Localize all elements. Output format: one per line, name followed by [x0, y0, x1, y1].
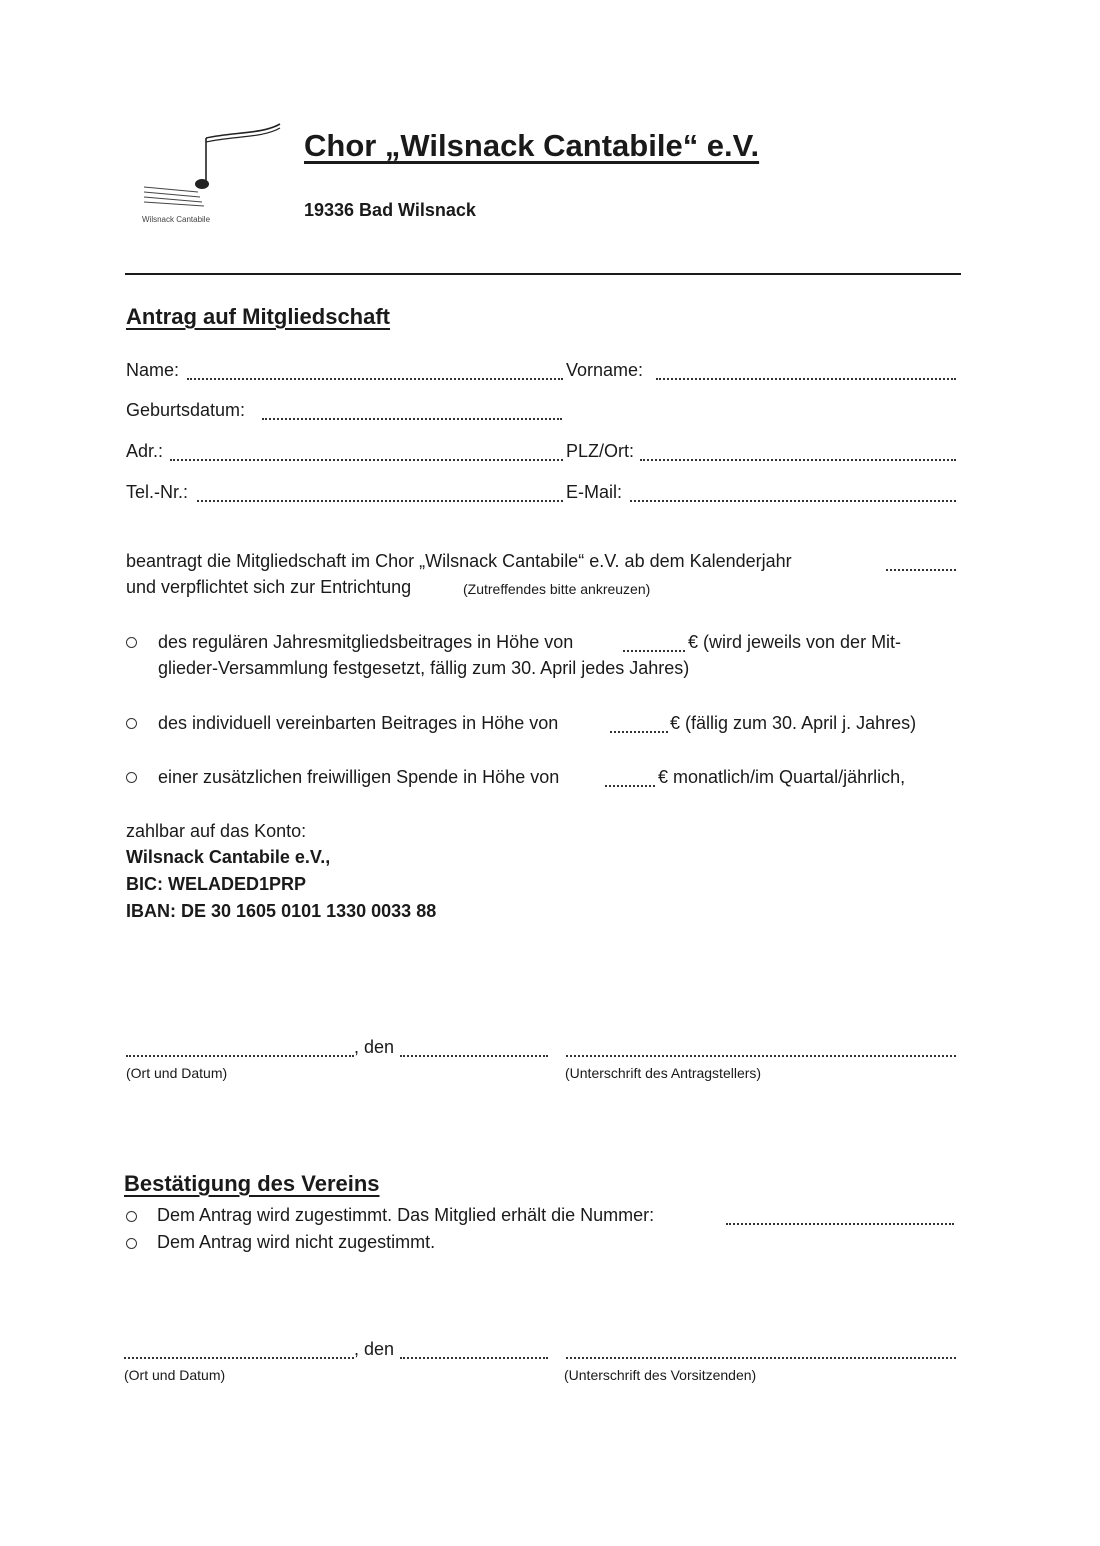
option-regular-amount[interactable]	[623, 650, 685, 652]
place-field-1[interactable]	[126, 1055, 354, 1057]
vorname-label: Vorname:	[566, 360, 644, 380]
adr-field[interactable]	[170, 459, 563, 461]
bank-intro: zahlbar auf das Konto:	[126, 821, 307, 841]
place-date-caption-1: (Ort und Datum)	[126, 1065, 228, 1081]
date-field-2[interactable]	[400, 1357, 548, 1359]
option-individual-checkbox[interactable]	[126, 718, 137, 729]
city: 19336 Bad Wilsnack	[304, 200, 476, 220]
geburtsdatum-label: Geburtsdatum:	[126, 400, 246, 420]
logo-caption: Wilsnack Cantabile	[142, 215, 211, 224]
page-title: Chor „Wilsnack Cantabile“ e.V.	[304, 128, 760, 163]
confirmation-heading: Bestätigung des Vereins	[124, 1171, 380, 1196]
application-heading: Antrag auf Mitgliedschaft	[126, 304, 391, 329]
option-individual-amount[interactable]	[610, 731, 668, 733]
bank-account-name: Wilsnack Cantabile e.V.,	[126, 847, 331, 867]
tel-label: Tel.-Nr.:	[126, 482, 189, 502]
place-date-caption-2: (Ort und Datum)	[124, 1367, 226, 1383]
place-field-2[interactable]	[124, 1357, 354, 1359]
option-regular-text: des regulären Jahresmitgliedsbeitrages in Höhe von	[158, 632, 574, 652]
chair-signature-caption: (Unterschrift des Vorsitzenden)	[564, 1367, 757, 1383]
member-number-field[interactable]	[726, 1223, 954, 1225]
statement-line1: beantragt die Mitgliedschaft im Chor „Wilsnack Cantabile“ e.V. ab dem Kalenderjahr	[126, 551, 792, 571]
statement-note: (Zutreffendes bitte ankreuzen)	[463, 581, 651, 597]
chair-signature-field[interactable]	[566, 1357, 956, 1359]
divider	[125, 273, 961, 275]
kalenderjahr-field[interactable]	[886, 569, 956, 571]
approved-checkbox[interactable]	[126, 1211, 137, 1222]
plz-ort-field[interactable]	[640, 459, 956, 461]
vorname-field[interactable]	[656, 378, 956, 380]
choir-logo	[138, 120, 288, 230]
music-note-icon	[138, 120, 288, 230]
option-donation-checkbox[interactable]	[126, 772, 137, 783]
name-label: Name:	[126, 360, 180, 380]
rejected-checkbox[interactable]	[126, 1238, 137, 1249]
date-field-1[interactable]	[400, 1055, 548, 1057]
option-regular-text-c: glieder-Versammlung festgesetzt, fällig zum 30. April jedes Jahres)	[158, 658, 690, 678]
den-label-2: , den	[354, 1339, 395, 1359]
den-label-1: , den	[354, 1037, 395, 1057]
adr-label: Adr.:	[126, 441, 164, 461]
option-regular-checkbox[interactable]	[126, 637, 137, 648]
option-individual-text: des individuell vereinbarten Beitrages in Höhe von	[158, 713, 559, 733]
plz-ort-label: PLZ/Ort:	[566, 441, 635, 461]
bank-bic: BIC: WELADED1PRP	[126, 874, 307, 894]
email-label: E-Mail:	[566, 482, 623, 502]
applicant-signature-caption: (Unterschrift des Antragstellers)	[565, 1065, 762, 1081]
email-field[interactable]	[630, 500, 956, 502]
option-donation-text: einer zusätzlichen freiwilligen Spende in Höhe von	[158, 767, 560, 787]
statement-line2: und verpflichtet sich zur Entrichtung	[126, 577, 412, 597]
option-donation-text-b: € monatlich/im Quartal/jährlich,	[658, 767, 906, 787]
option-donation-amount[interactable]	[605, 785, 655, 787]
approved-text: Dem Antrag wird zugestimmt. Das Mitglied erhält die Nummer:	[157, 1205, 655, 1225]
option-individual-text-b: € (fällig zum 30. April j. Jahres)	[670, 713, 917, 733]
bank-iban: IBAN: DE 30 1605 0101 1330 0033 88	[126, 901, 437, 921]
applicant-signature-field[interactable]	[566, 1055, 956, 1057]
option-regular-text-b: € (wird jeweils von der Mit-	[688, 632, 902, 652]
name-field[interactable]	[187, 378, 563, 380]
rejected-text: Dem Antrag wird nicht zugestimmt.	[157, 1232, 436, 1252]
tel-field[interactable]	[197, 500, 563, 502]
geburtsdatum-field[interactable]	[262, 418, 562, 420]
